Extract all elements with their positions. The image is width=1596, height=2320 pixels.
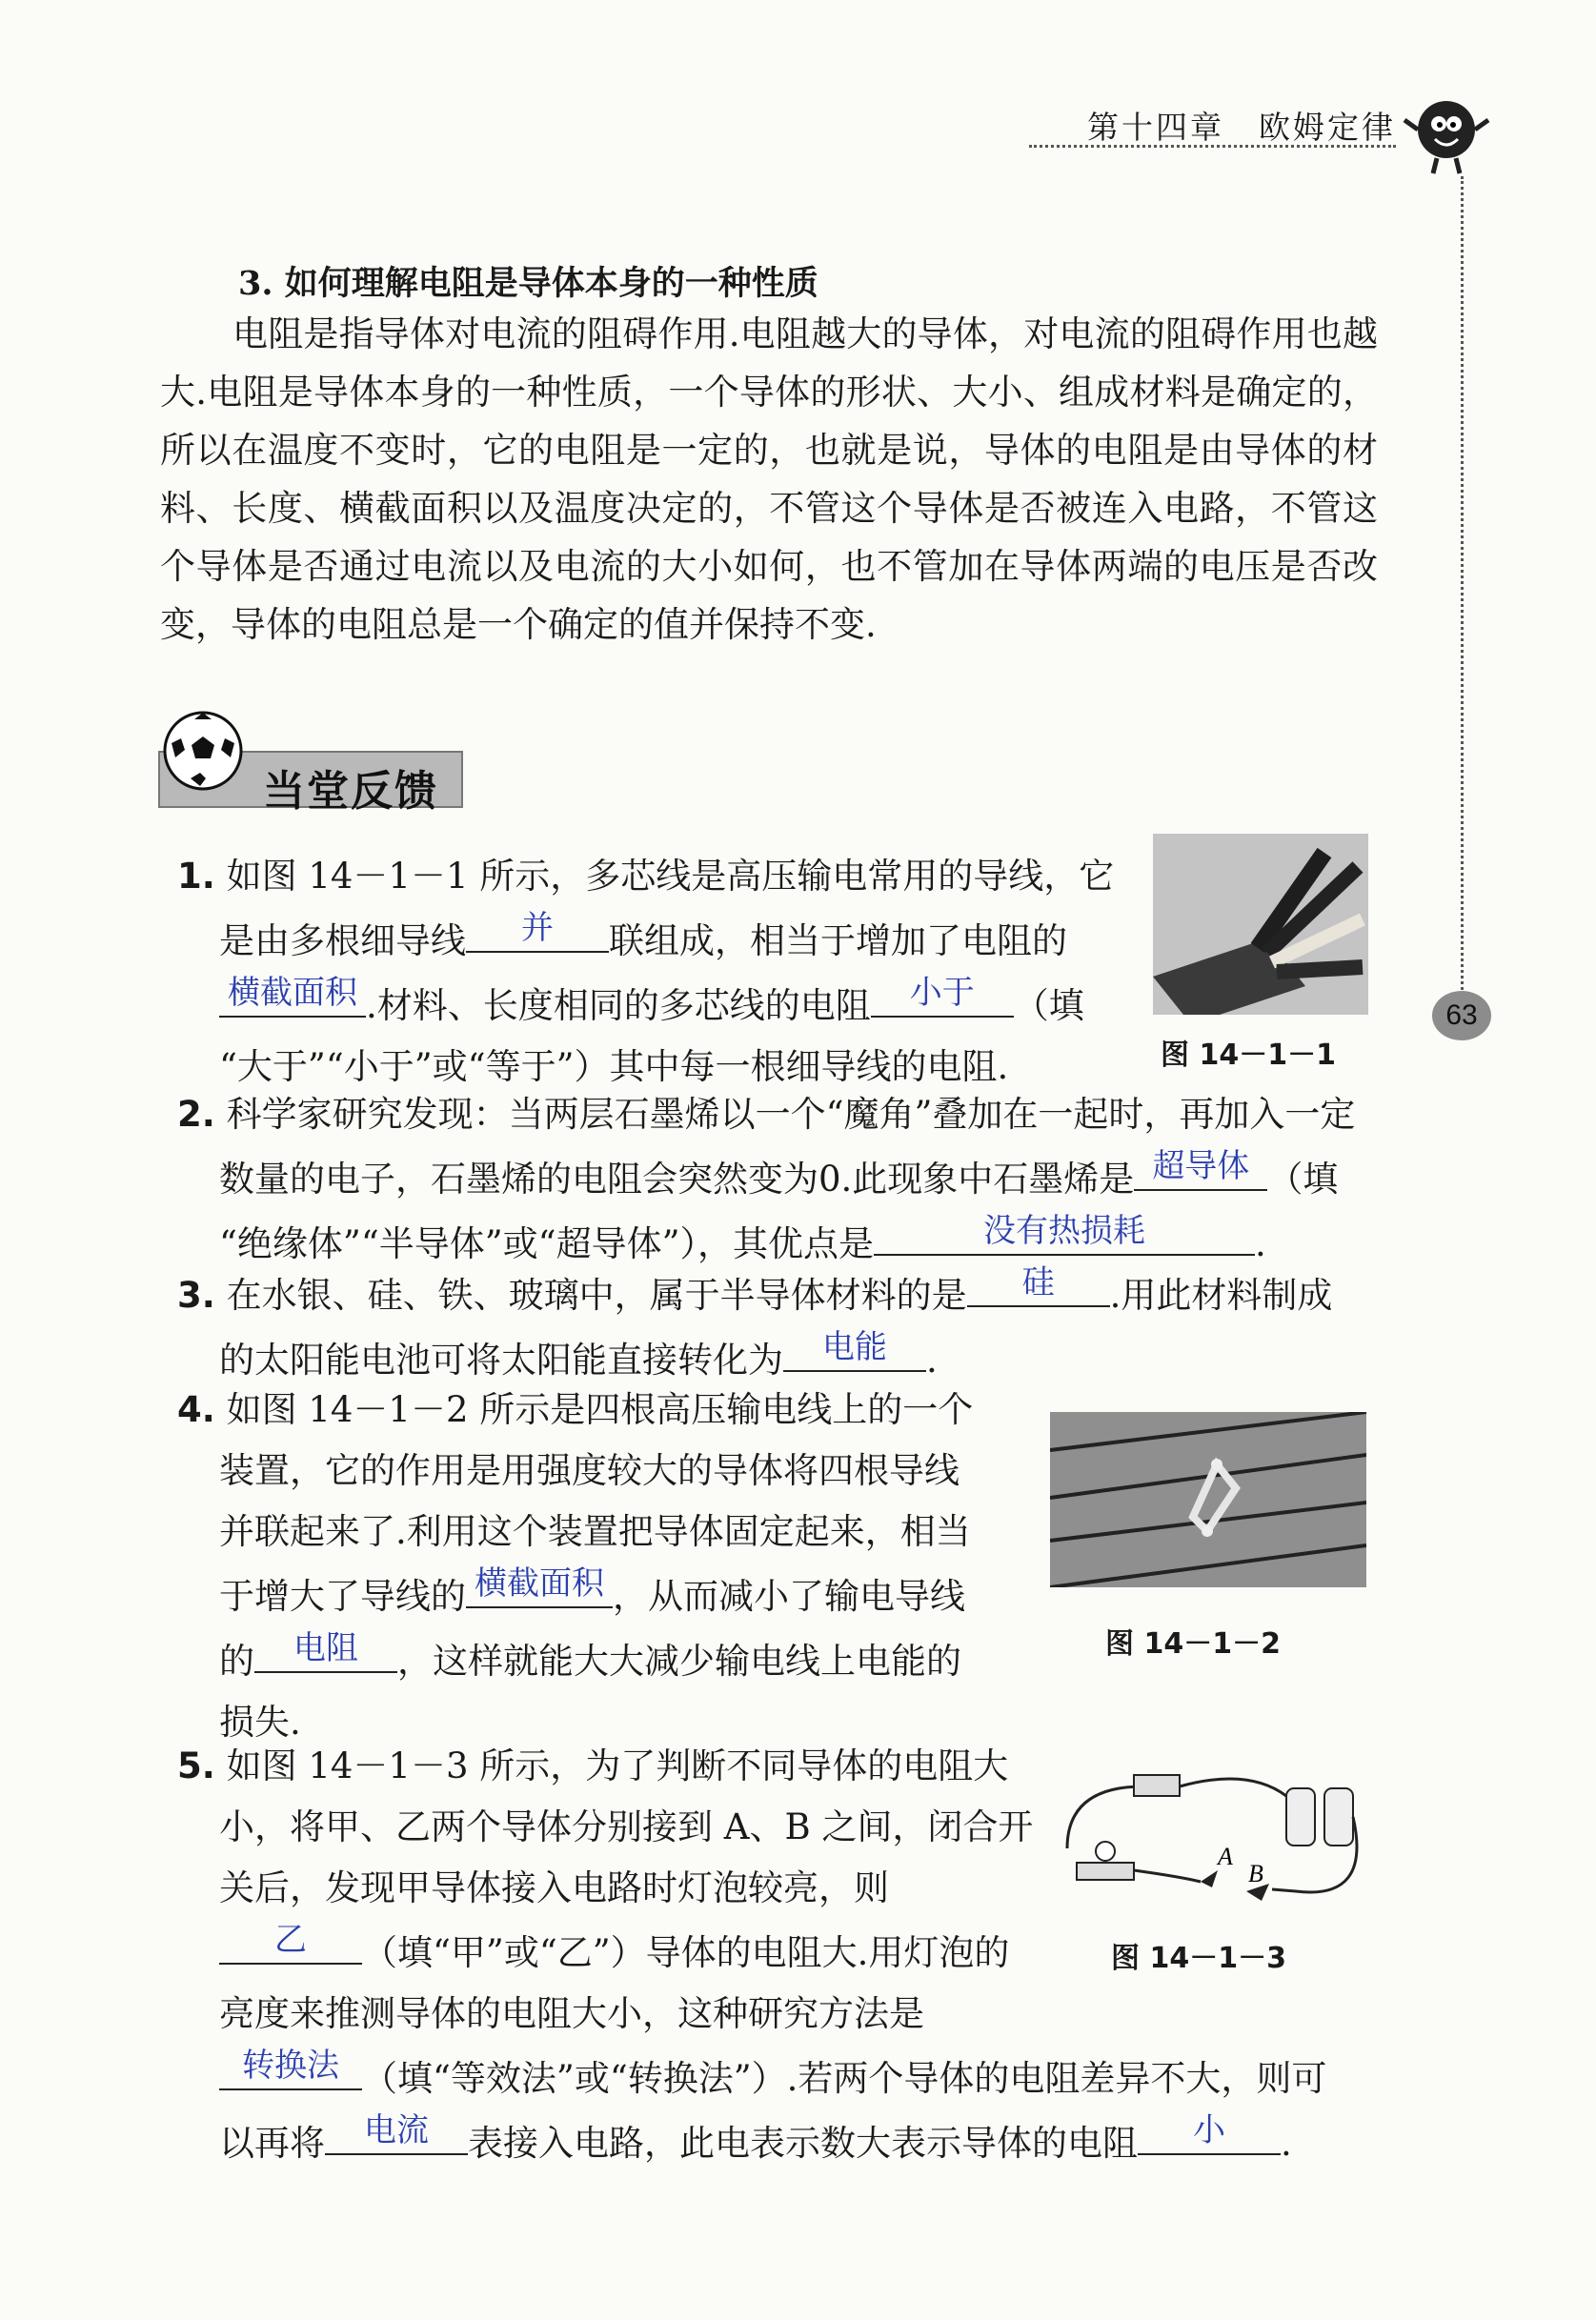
question-4 [177, 1380, 1035, 1753]
q2-text-2: 数量的电子，石墨烯的电阻会突然变为0.此现象中石墨烯是 [219, 1159, 1135, 1200]
q3-text-1: 在水银、硅、铁、玻璃中，属于半导体材料的是 [226, 1275, 967, 1316]
answer-text: 超导体 [1152, 1147, 1250, 1185]
q3-text-4: . [926, 1340, 938, 1381]
q5-text-8: 表接入电路，此电表示数大表示导体的电阻 [468, 2123, 1138, 2164]
answer-blank[interactable] [219, 972, 366, 1018]
soccer-ball-icon [162, 710, 244, 792]
question-number: 1. [177, 856, 215, 897]
question-number: 2. [177, 1094, 215, 1135]
answer-text: 电流 [364, 2111, 429, 2149]
margin-dotted-line [1461, 176, 1464, 996]
answer-blank[interactable] [219, 1919, 362, 1965]
q1-text-6: “大于”“小于”或“等于”）其中每一根细导线的电阻. [219, 1046, 1009, 1087]
answer-blank[interactable] [219, 2045, 362, 2090]
answer-blank[interactable] [1134, 1145, 1267, 1191]
q5-text-3: 关后，发现甲导体接入电路时灯泡较亮，则 [219, 1867, 889, 1908]
header-divider [1029, 145, 1396, 148]
question-number: 5. [177, 1745, 215, 1786]
q2-text-5: . [1255, 1223, 1266, 1264]
chapter-header: 第十四章 欧姆定律 [1087, 109, 1396, 146]
q2-text-4: “绝缘体”“半导体”或“超导体”），其优点是 [219, 1223, 874, 1264]
label-b: B [1248, 1860, 1263, 1887]
q3-text-2: .用此材料制成 [1109, 1275, 1333, 1316]
q4-text-7: ，这样就能大大减少输电线上电能的 [397, 1641, 961, 1682]
q4-text-5: ，从而减小了输电导线 [613, 1576, 965, 1617]
q4-text-4: 于增大了导线的 [219, 1576, 466, 1617]
answer-blank[interactable] [874, 1210, 1255, 1256]
question-3 [177, 1261, 1378, 1391]
section-paragraph [160, 305, 1378, 654]
q5-text-4: （填“甲”或“乙”）导体的电阻大.用灯泡的 [362, 1932, 1010, 1973]
q5-text-9: . [1281, 2123, 1292, 2164]
answer-blank[interactable] [466, 1563, 613, 1608]
banner-title: 当堂反馈 [263, 767, 438, 816]
q4-text-1: 如图 14－1－2 所示是四根高压输电线上的一个 [226, 1389, 974, 1430]
q5-text-6: （填“等效法”或“转换法”）.若两个导体的电阻差异不大，则可 [362, 2058, 1327, 2099]
q1-text-2: 是由多根细导线 [219, 920, 466, 961]
answer-blank[interactable] [325, 2109, 468, 2155]
answer-text: 并 [521, 909, 554, 947]
figure-caption: 图 14－1－3 [1111, 1942, 1286, 1975]
answer-blank[interactable] [783, 1326, 926, 1372]
section-title: 3. 如何理解电阻是导体本身的一种性质 [238, 264, 818, 303]
answer-text: 硅 [1021, 1263, 1055, 1301]
answer-text: 电阻 [293, 1629, 358, 1667]
label-a: A [1218, 1843, 1233, 1870]
power-line-spacer-photo [1050, 1412, 1366, 1587]
answer-text: 横截面积 [475, 1564, 604, 1603]
q1-text-3: 联组成，相当于增加了电阻的 [609, 920, 1067, 961]
answer-text: 电能 [822, 1328, 887, 1366]
answer-blank[interactable] [254, 1627, 397, 1673]
answer-blank[interactable] [967, 1261, 1110, 1307]
answer-blank[interactable] [871, 972, 1014, 1018]
question-2 [177, 1084, 1378, 1275]
multicore-cable-photo [1153, 834, 1368, 1015]
q1-text-1: 如图 14－1－1 所示，多芯线是高压输电常用的导线，它 [226, 856, 1115, 897]
question-1 [177, 846, 1130, 1098]
q1-text-5: （填 [1013, 985, 1084, 1026]
q4-text-3: 并联起来了.利用这个装置把导体固定起来，相当 [219, 1511, 971, 1552]
figure-caption: 图 14－1－2 [1105, 1627, 1281, 1661]
answer-blank[interactable] [466, 907, 609, 953]
q5-text-7: 以再将 [219, 2123, 325, 2164]
answer-text: 小于 [909, 974, 975, 1012]
question-number: 4. [177, 1389, 215, 1430]
answer-text: 没有热损耗 [983, 1212, 1145, 1250]
answer-text: 横截面积 [228, 974, 357, 1012]
page-number: 63 [1432, 991, 1491, 1040]
circuit-diagram [1058, 1758, 1372, 1920]
q4-text-6: 的 [219, 1641, 254, 1682]
q2-text-1: 科学家研究发现：当两层石墨烯以一个“魔角”叠加在一起时，再加入一定 [226, 1094, 1356, 1135]
q5-text-1: 如图 14－1－3 所示，为了判断不同导体的电阻大 [226, 1745, 1009, 1786]
q4-text-2: 装置，它的作用是用强度较大的导体将四根导线 [219, 1450, 960, 1491]
answer-text: 乙 [274, 1921, 307, 1959]
q3-text-3: 的太阳能电池可将太阳能直接转化为 [219, 1340, 783, 1381]
q4-text-8: 损失. [219, 1702, 301, 1743]
q5-text-2: 小，将甲、乙两个导体分别接到 A、B 之间，闭合开 [219, 1806, 1034, 1847]
figure-caption: 图 14－1－1 [1161, 1039, 1336, 1072]
question-number: 3. [177, 1275, 215, 1316]
q1-text-4: .材料、长度相同的多芯线的电阻 [366, 985, 871, 1026]
paragraph-text: 电阻是指导体对电流的阻碍作用.电阻越大的导体，对电流的阻碍作用也越大.电阻是导体本身的一种性质，一个导体的形状、大小、组成材料是确定的，所以在温度不变时，它的电阻是一定的，也就是说，导体的电阻是由导体的材料、长度、横截面积以及温度决定的，不管这个导体是否被连入电路，不管这个导体是否通过电流以及电流的大小如何，也不管加在导体两端的电压是否改变，导体的电阻总是一个确定的值并保持不变. [160, 313, 1378, 645]
answer-text: 转换法 [242, 2047, 339, 2085]
q2-text-3: （填 [1267, 1159, 1339, 1200]
mascot-icon [1399, 82, 1494, 177]
q5-text-5: 亮度来推测导体的电阻大小，这种研究方法是 [219, 1993, 924, 2034]
answer-text: 小 [1193, 2111, 1225, 2149]
answer-blank[interactable] [1138, 2109, 1281, 2155]
